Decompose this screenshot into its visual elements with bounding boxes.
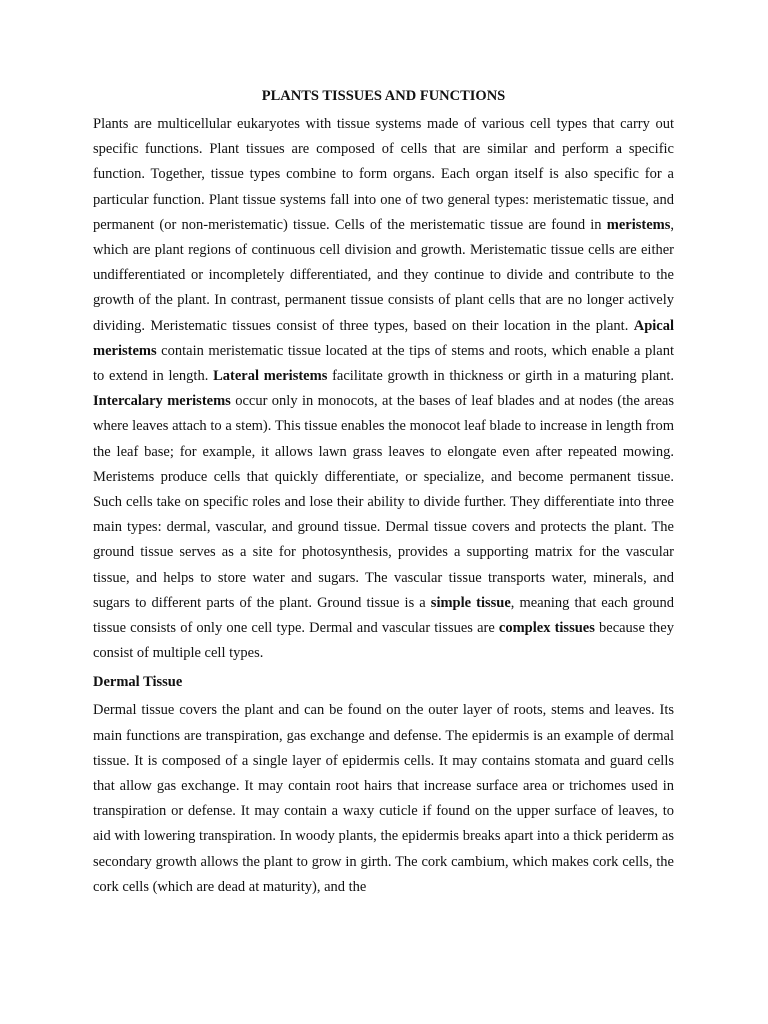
- intro-text-4: facilitate growth in thickness or girth in a maturing plant.: [327, 368, 675, 385]
- intro-paragraph: [93, 112, 674, 666]
- dermal-paragraph: Dermal tissue covers the plant and can be found on the outer layer of roots, stems and leaves. Its main functions are transpiration, gas exchange and defense. The epidermis is an example of dermal tissue. It is composed of a single layer of epidermis cells. It may contains stomata and guard cells that allow gas exchange. It may contain root hairs that increase surface area or trichomes used in transpiration or defense. It may contain a waxy cuticle if found on the upper surface of leaves, to aid with lowering transpiration. In woody plants, the epidermis breaks apart into a thick periderm as secondary growth allows the plant to grow in girth. The cork cambium, which makes cork cells, the cork cells (which are dead at maturity), and the: [93, 702, 674, 895]
- intro-text-2: , which are plant regions of continuous cell division and growth. Meristematic tissue cells are either undifferentiated or incompletely differentiated, and they continue to divide and contribute to the growth of the plant. In contrast, permanent tissue consists of plant cells that are no longer actively dividing. Meristematic tissues consist of three types, based on their location in the plant.: [93, 216, 674, 334]
- term-complex-tissues: complex tissues: [498, 620, 595, 637]
- intro-text-5: occur only in monocots, at the bases of leaf blades and at nodes (the areas where leaves attach to a stem). This tissue enables the monocot leaf blade to increase in length from the leaf base; for example, it allows lawn grass leaves to elongate even after repeated mowing. Meristems produce cells that quickly differentiate, or specialize, and become permanent tissue. Such cells take on specific roles and lose their ability to divide further. They differentiate into three main types: dermal, vascular, and ground tissue. Dermal tissue covers and protects the plant. The ground tissue serves as a site for photosynthesis, provides a supporting matrix for the vascular tissue, and helps to store water and sugars. The vascular tissue transports water, minerals, and sugars to different parts of the plant. Ground tissue is a: [93, 393, 674, 611]
- section-heading-dermal-tissue: Dermal Tissue: [93, 674, 183, 691]
- term-meristems: meristems: [606, 216, 671, 233]
- intro-text-1: Plants are multicellular eukaryotes with tissue systems made of various cell types that carry out specific functions. Plant tissues are composed of cells that are similar and perform a specific function. Together, tissue types combine to form organs. Each organ itself is also specific for a particular function. Plant tissue systems fall into one of two general types: meristematic tissue, and permanent (or non-meristematic) tissue. Cells of the meristematic tissue are found in: [93, 116, 674, 233]
- term-apical-meristems: Apical meristems: [93, 317, 674, 359]
- intro-text-6: , meaning that each ground tissue consists of only one cell type. Dermal and vascular tissues are: [93, 594, 675, 637]
- intro-text-3: contain meristematic tissue located at the tips of stems and roots, which enable a plant to extend in length.: [93, 342, 674, 385]
- document-title: PLANTS TISSUES AND FUNCTIONS: [261, 88, 506, 104]
- term-lateral-meristems: Lateral meristems: [213, 368, 328, 385]
- term-intercalary-meristems: Intercalary meristems: [93, 393, 231, 410]
- term-simple-tissue: simple tissue: [430, 594, 511, 611]
- intro-text-7: because they consist of multiple cell types.: [93, 620, 674, 662]
- document-page: [93, 86, 674, 900]
